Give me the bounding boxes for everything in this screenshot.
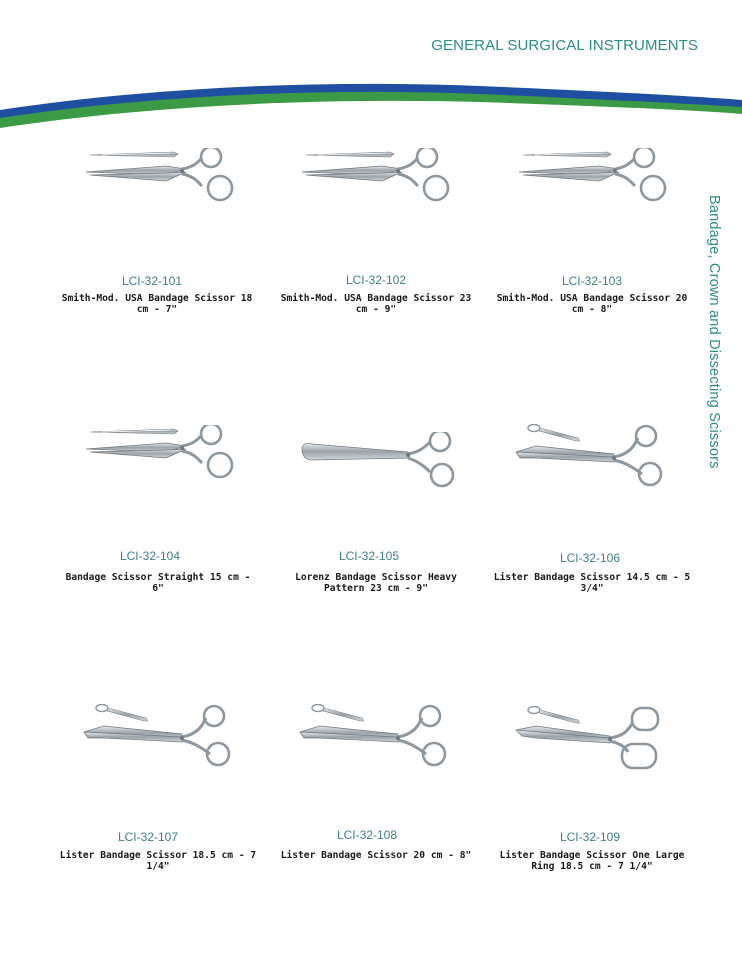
scissors-bandage-straight-icon: [82, 425, 242, 487]
section-title-vertical: Bandage, Crown and Dissecting Scissors: [706, 195, 722, 469]
product-name: Lister Bandage Scissor 20 cm - 8": [280, 850, 472, 861]
product-image: [298, 148, 498, 210]
product-name: Smith-Mod. USA Bandage Scissor 23 cm - 9": [280, 293, 472, 315]
scissors-bandage-straight-icon: [298, 148, 458, 210]
product-image: [298, 704, 498, 772]
product-name: Smith-Mod. USA Bandage Scissor 20 cm - 8": [496, 293, 688, 315]
product-code: LCI-32-107: [117, 830, 179, 844]
product-name: Lister Bandage Scissor 14.5 cm - 5 3/4": [493, 572, 691, 594]
scissors-lister-large-ring-icon: [514, 706, 674, 774]
product-code: LCI-32-106: [559, 551, 621, 565]
product-name: Lister Bandage Scissor One Large Ring 18.5 cm - 7 1/4": [499, 850, 685, 872]
scissors-bandage-straight-icon: [82, 148, 242, 210]
product-code: LCI-32-104: [119, 549, 181, 563]
scissors-lister-icon: [82, 704, 242, 772]
product-code: LCI-32-105: [338, 549, 400, 563]
product-image: [514, 424, 714, 492]
product-name: Bandage Scissor Straight 15 cm - 6": [65, 572, 251, 594]
scissors-lister-icon: [298, 704, 458, 772]
product-code: LCI-32-108: [336, 828, 398, 842]
product-code: LCI-32-109: [559, 830, 621, 844]
product-image: [82, 148, 282, 210]
header-wave-decoration: [0, 70, 742, 130]
product-code: LCI-32-103: [561, 274, 623, 288]
product-image: [514, 706, 714, 774]
product-name: Lister Bandage Scissor 18.5 cm - 7 1/4": [59, 850, 257, 872]
product-image: [82, 425, 282, 487]
scissors-lister-icon: [514, 424, 674, 492]
product-name: Smith-Mod. USA Bandage Scissor 18 cm - 7": [61, 293, 253, 315]
product-name: Lorenz Bandage Scissor Heavy Pattern 23 cm - 9": [295, 572, 457, 594]
product-image: [298, 432, 498, 494]
product-code: LCI-32-101: [121, 274, 183, 288]
product-code: LCI-32-102: [345, 273, 407, 287]
scissors-bandage-straight-icon: [515, 148, 675, 210]
product-image: [515, 148, 715, 210]
page-title: GENERAL SURGICAL INSTRUMENTS: [431, 37, 698, 54]
product-image: [82, 704, 282, 772]
scissors-lorenz-icon: [298, 432, 458, 494]
